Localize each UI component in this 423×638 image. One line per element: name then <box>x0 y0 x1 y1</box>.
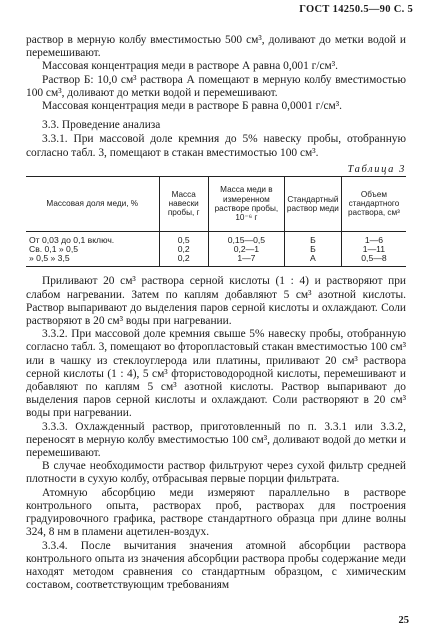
data-table <box>26 176 406 268</box>
col-header: Стандартный раствор меди <box>284 176 341 231</box>
table-cell: 0,15—0,5 <box>208 231 284 245</box>
paragraph: 3.3.4. После вычитания значения атомной абсорбции раствора контрольного опыта из значения абсорбции раствора пробы содержание меди находят методом сравнения со стандартным образцом, с химическим составом, соответствующим требованиям <box>26 539 406 592</box>
paragraph: Приливают 20 см³ раствора серной кислоты (1 : 4) и растворяют при слабом нагревании. Затем по каплям добавляют 5 см³ азотной кислоты. Раствор выпаривают до выделения паров серной кислоты и охлаждают. Соли растворяют в 20 см³ воды при нагревании. <box>26 275 406 328</box>
col-header: Массовая доля меди, % <box>26 176 159 231</box>
table-cell: Б <box>284 245 341 254</box>
paragraph: В случае необходимости раствор фильтруют через сухой фильтр средней плотности в сухую колбу, отбрасывая первые порции фильтрата. <box>26 460 406 486</box>
table-cell: 0,2 <box>159 245 208 254</box>
paragraph: 3.3.1. При массовой доле кремния до 5% навеску пробы, отобранную согласно табл. 3, помещают в стакан вместимостью 100 см³. <box>26 133 406 159</box>
table-cell: 1—6 <box>341 231 406 245</box>
table-row <box>26 231 406 245</box>
col-header: Объем стандартного раствора, см³ <box>341 176 406 231</box>
running-header: ГОСТ 14250.5—90 С. 5 <box>299 4 413 15</box>
paragraph: раствор в мерную колбу вместимостью 500 см³, доливают до метки водой и перемешивают. <box>26 34 406 60</box>
paragraph: Массовая концентрация меди в растворе Б равна 0,0001 г/см³. <box>42 100 343 113</box>
section-heading-text: 3.3. Проведение анализа <box>42 119 161 132</box>
table-cell: От 0,03 до 0,1 включ. <box>29 234 115 245</box>
table-cell: Б <box>284 231 341 245</box>
table-header-row <box>26 176 406 231</box>
table-cell: 0,2—1 <box>208 245 284 254</box>
table-label: Таблица 3 <box>347 163 406 175</box>
paragraph: Атомную абсорбцию меди измеряют параллельно в растворе контрольного опыта, растворах проб, растворах для построения градуировочного графика, растворе стандартного образца при длине волны 324, 8 нм в пламени ацетилен-воздух. <box>26 486 406 539</box>
table-row <box>26 254 406 267</box>
table-cell: 0,5—8 <box>341 254 406 267</box>
paragraph: 3.3.2. При массовой доле кремния свыше 5% навеску пробы, отобранную согласно табл. 3, помещают во фторопластовый стакан вместимостью 100 см³ или в чашку из стеклоуглерода или платины, приливают 20 см³ раствора серной кислоты (1 : 4), 5 см³ фтористоводородной кислоты, перемешивают и добавляют по каплям 5 см³ азотной кислоты. Раствор выпаривают до выделения паров серной кислоты и охлаждают. Соли растворяют в 20 см³ воды при нагревании. <box>26 328 406 420</box>
table-cell: А <box>284 254 341 267</box>
page-body <box>26 34 406 592</box>
table-cell: 1—11 <box>341 245 406 254</box>
paragraph: Раствор Б: 10,0 см³ раствора А помещают в мерную колбу вместимостью 100 см³, доливают до метки водой и перемешивают. <box>26 73 406 99</box>
paragraph: 3.3.3. Охлажденный раствор, приготовленный по п. 3.3.1 или 3.3.2, переносят в мерную колбу вместимостью 100 см³, доливают водой до метки и перемешивают. <box>26 420 406 460</box>
table-cell: 0,5 <box>159 231 208 245</box>
section-heading <box>26 119 406 132</box>
table-cell: 1—7 <box>208 254 284 267</box>
table-row <box>26 245 406 254</box>
page-number: 25 <box>398 615 409 626</box>
table-cell: 0,2 <box>159 254 208 267</box>
table-cell: Св. 0,1 » 0,5 <box>29 244 78 255</box>
table-cell: » 0,5 » 3,5 <box>26 254 159 267</box>
paragraph: Массовая концентрация меди в растворе А равна 0,001 г/см³. <box>42 60 338 73</box>
col-header: Масса навески пробы, г <box>159 176 208 231</box>
col-header: Масса меди в измеренном растворе пробы, 10⁻⁶ г <box>208 176 284 231</box>
